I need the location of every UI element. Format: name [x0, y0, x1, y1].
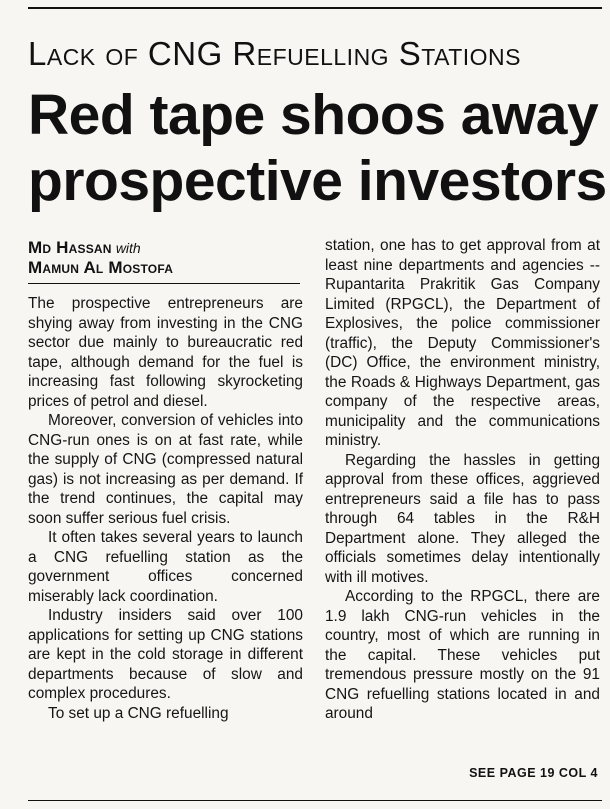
kicker: Lack of CNG Refuelling Stations [28, 35, 522, 72]
paragraph: Moreover, conversion of vehicles into CNG-run ones is on at fast rate, while the supply of CNG (compressed natural gas) is not increasing as per demand. If the trend continues, the capital may soon suffer serious fuel crisis. [28, 412, 303, 527]
paragraph: station, one has to get approval from at least nine departments and agencies -- Rupantarita Prakritik Gas Company Limited (RPGCL), the Department of Explosives, the police commissioner (traffic), the Deputy Commissioner's (DC) Office, the environment ministry, the Roads & Highways Department, gas company of the respective areas, municipality and the communications ministry. [325, 237, 600, 449]
byline [28, 238, 308, 278]
paragraph: To set up a CNG refuelling [48, 704, 229, 722]
headline-line-1: Red tape shoos away [28, 83, 599, 147]
author-2: Mamun Al Mostofa [28, 258, 174, 277]
byline-rule [28, 283, 300, 284]
paragraph: Industry insiders said over 100 applications for setting up CNG stations are kept in the cold storage in different departments because of slow and complex procedures. [28, 607, 303, 702]
paragraph: Regarding the hassles in getting approval from these offices, aggrieved entrepreneurs said a file has to pass through 64 tables in the R&H Department alone. They alleged the officials sometimes delay intentionally with ill motives. [325, 451, 600, 586]
bottom-rule [28, 800, 602, 801]
headline [28, 82, 608, 214]
paragraph: According to the RPGCL, there are 1.9 lakh CNG-run vehicles in the country, most of which are running in the capital. These vehicles put tremendous pressure mostly on the 91 CNG refuelling stations located in and around [325, 588, 600, 722]
paragraph: It often takes several years to launch a CNG refuelling station as the government offices concerned miserably lack coordination. [28, 529, 303, 605]
continued-jump-line: SEE PAGE 19 COL 4 [469, 766, 598, 780]
headline-line-2: prospective investors [28, 149, 607, 213]
byline-with: with [115, 240, 141, 256]
top-rule [28, 7, 602, 9]
paragraph: The prospective entrepreneurs are shying away from investing in the CNG sector due mainly to bureaucratic red tape, although demand for the fuel is increasing fast following skyrocketing prices of petrol and diesel. [28, 295, 303, 410]
author-1: Md Hassan [28, 238, 112, 257]
article-column-1 [28, 294, 303, 723]
article-column-2 [325, 236, 600, 724]
